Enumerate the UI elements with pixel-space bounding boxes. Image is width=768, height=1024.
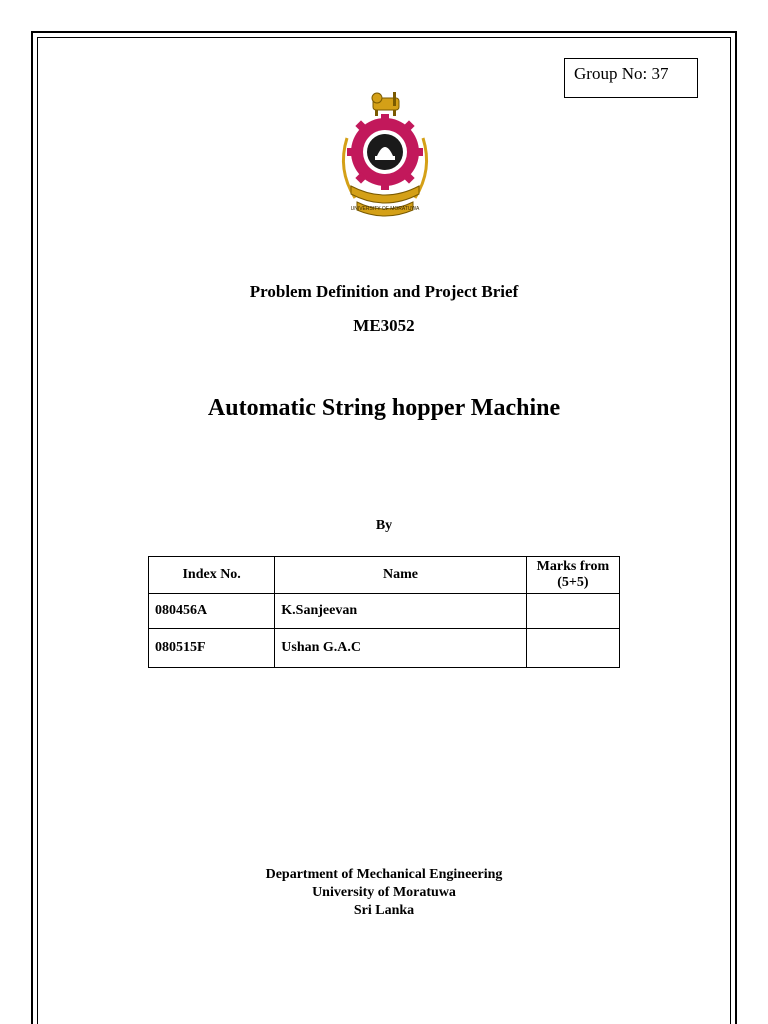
project-title: Automatic String hopper Machine	[207, 395, 561, 421]
table-header-row	[149, 557, 620, 594]
group-number-box: Group No: 37	[564, 58, 698, 98]
cell-index: 080515F	[149, 629, 275, 668]
cell-name: Ushan G.A.C	[275, 629, 527, 668]
cell-index: 080456A	[149, 594, 275, 629]
header-marks: Marks from (5+5)	[526, 557, 619, 594]
department-name: Department of Mechanical Engineering	[265, 867, 503, 882]
header-name: Name	[275, 557, 527, 594]
footer-block	[0, 866, 768, 920]
gear-icon	[347, 114, 423, 190]
table-row	[149, 594, 620, 629]
university-crest-logo	[333, 90, 437, 220]
header-index: Index No.	[149, 557, 275, 594]
by-label: By	[375, 518, 393, 533]
course-code: ME3052	[353, 316, 415, 335]
brief-title: Problem Definition and Project Brief	[249, 282, 519, 301]
table-row	[149, 629, 620, 668]
logo-banner-text: UNIVERSITY OF MORATUWA	[350, 206, 420, 212]
cell-name: K.Sanjeevan	[275, 594, 527, 629]
members-table	[148, 556, 620, 668]
lion-icon	[372, 92, 399, 116]
cell-marks	[526, 629, 619, 668]
university-name: University of Moratuwa	[312, 885, 456, 900]
country-name: Sri Lanka	[353, 903, 415, 918]
cell-marks	[526, 594, 619, 629]
